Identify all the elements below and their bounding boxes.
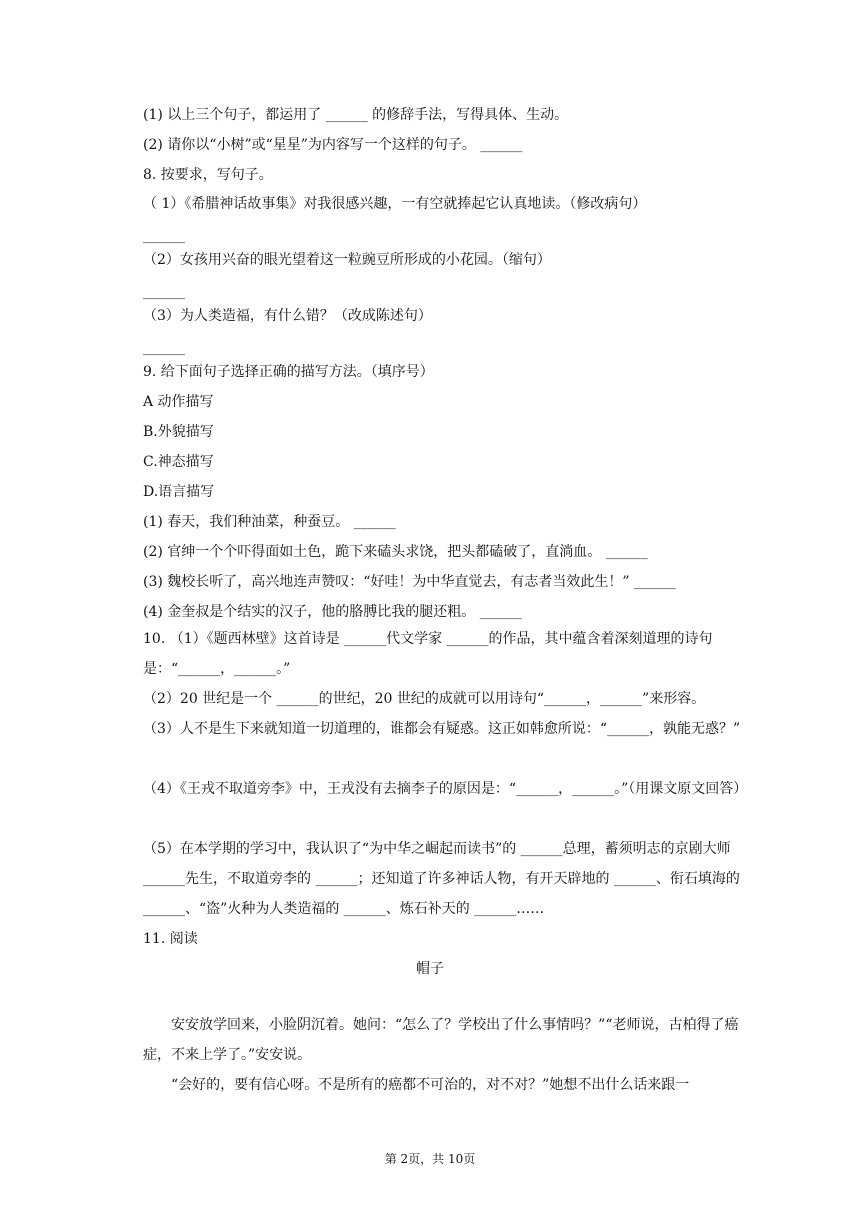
line-2: (2) 请你以“小树”或“星星”为内容写一个这样的句子。 ______ <box>143 137 523 153</box>
q11-heading: 11. 阅读 <box>143 931 198 947</box>
q10-part-4: （4）《王戎不取道旁李》中，王戎没有去摘李子的原因是：“______，______。”（用课文原文回答） <box>143 781 748 797</box>
line-8: （3）为人类造福，有什么错？（改成陈述句） <box>143 308 432 324</box>
line-10: 9. 给下面句子选择正确的描写方法。（填序号） <box>143 364 434 380</box>
answer-blank: ______ <box>143 228 185 244</box>
story-paragraph-2: “会好的，要有信心呀。不是所有的癌都不可治的，对不对？”她想不出什么话来跟一 <box>171 1077 690 1093</box>
q10-part-3: （3）人不是生下来就知道一切道理的，谁都会有疑惑。这正如韩愈所说：“______，孰能无惑？” <box>143 721 741 737</box>
option-c: C.神态描写 <box>143 454 214 470</box>
page-footer: 第 2页，共 10页 <box>384 1152 476 1166</box>
story-paragraph-1: 安安放学回来，小脸阴沉着。她问：“怎么了？学校出了什么事情吗？”“老师说，古柏得了癌症，不来上学了。”安安说。 <box>143 1017 739 1063</box>
line-3: 8. 按要求，写句子。 <box>143 167 273 183</box>
line-4: （ 1）《希腊神话故事集》对我很感兴趣，一有空就捧起它认真地读。（修改病句） <box>143 196 647 212</box>
q10-part-1: 10. （1）《题西林壁》这首诗是 ______代文学家 ______的作品，其中蕴含着深刻道理的诗句是：“______，______。” <box>143 631 713 677</box>
line-1: (1) 以上三个句子，都运用了 ______ 的修辞手法，写得具体、生动。 <box>143 107 569 123</box>
line-18: (4) 金奎叔是个结实的汉子，他的胳膊比我的腿还粗。 ______ <box>143 604 522 620</box>
line-6: （2）女孩用兴奋的眼光望着这一粒豌豆所形成的小花园。（缩句） <box>143 252 551 268</box>
answer-blank: ______ <box>143 284 185 300</box>
q10-part-2: （2）20 世纪是一个 ______的世纪，20 世纪的成就可以用诗句“______，______”来形容。 <box>143 691 706 707</box>
line-17: (3) 魏校长听了，高兴地连声赞叹：“好哇！为中华直觉去，有志者当效此生！” ______ <box>143 574 677 590</box>
line-16: (2) 官绅一个个吓得面如土色，跪下来磕头求饶，把头都磕破了，直淌血。 ______ <box>143 544 648 560</box>
story-title: 帽子 <box>416 961 444 977</box>
line-15: (1) 春天，我们种油菜，种蚕豆。 ______ <box>143 514 396 530</box>
q10-part-5: （5）在本学期的学习中，我认识了“为中华之崛起而读书”的 ______总理，蓄须明志的京剧大师 ______先生，不取道旁李的 ______；还知道了许多神话人物，有开天辟地的 ______、衔石填海的 ______、“盗”火种为人类造福的 ______、炼石补天的 ______…… <box>143 841 740 917</box>
option-b: B.外貌描写 <box>143 424 214 440</box>
option-a: A 动作描写 <box>143 394 214 410</box>
answer-blank: ______ <box>143 340 185 356</box>
option-d: D.语言描写 <box>143 484 215 500</box>
